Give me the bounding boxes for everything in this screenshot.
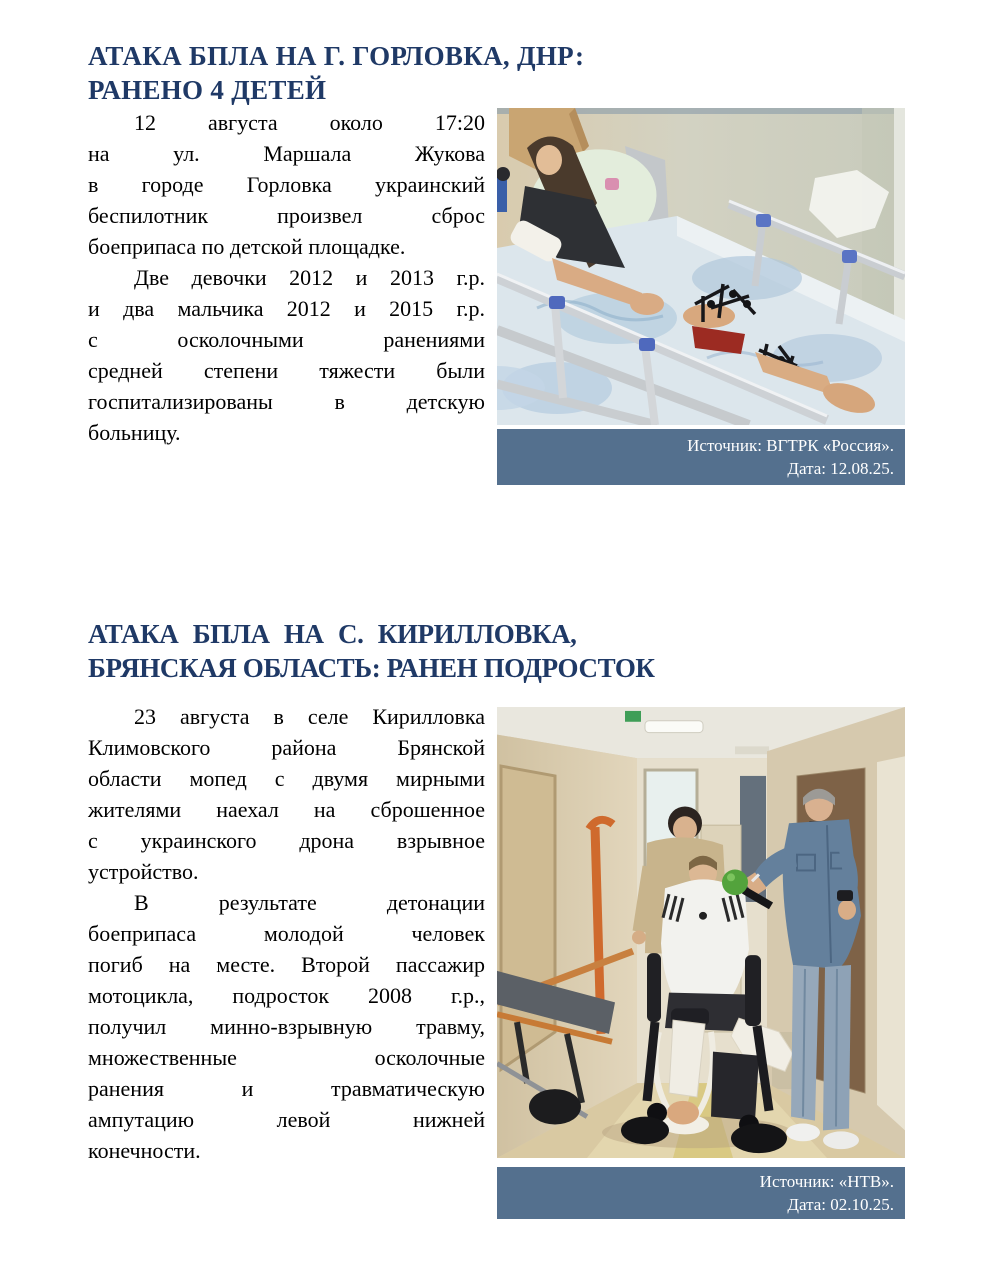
section-2-title bbox=[88, 617, 655, 685]
text-line: мотоцикла, подросток 2008 г.р., bbox=[88, 983, 485, 1008]
title-line: РАНЕНО 4 ДЕТЕЙ bbox=[88, 75, 327, 106]
text-line: с украинского дрона взрывное bbox=[88, 828, 485, 853]
title-line: АТАКА БПЛА НА С. КИРИЛЛОВКА, bbox=[88, 619, 577, 650]
caption-source-line: Источник: «НТВ». bbox=[759, 1172, 894, 1191]
title-line: АТАКА БПЛА НА Г. ГОРЛОВКА, ДНР: bbox=[88, 41, 585, 72]
caption-date-line: Дата: 02.10.25. bbox=[787, 1195, 894, 1214]
text-line: с осколочными ранениями bbox=[88, 327, 485, 352]
text-line: устройство. bbox=[88, 859, 199, 884]
caption-source-line: Источник: ВГТРК «Россия». bbox=[687, 436, 894, 455]
corridor-interview-illustration bbox=[497, 707, 905, 1158]
paragraph-2 bbox=[88, 887, 485, 1166]
text-line: средней степени тяжести были bbox=[88, 358, 485, 383]
text-line: жителями наехал на сброшенное bbox=[88, 797, 485, 822]
text-line: госпитализированы в детскую bbox=[88, 389, 485, 414]
text-line: 12 августа около 17:20 bbox=[134, 110, 485, 135]
hospital-bed-illustration bbox=[497, 108, 905, 425]
text-line: больницу. bbox=[88, 420, 181, 445]
text-line: беспилотник произвел сброс bbox=[88, 203, 485, 228]
text-line: конечности. bbox=[88, 1138, 201, 1163]
paragraph-1 bbox=[88, 701, 485, 887]
text-line: В результате детонации bbox=[134, 890, 485, 915]
paragraph-1 bbox=[88, 107, 485, 262]
section-1-body bbox=[88, 107, 485, 448]
photo-source-caption bbox=[497, 1167, 905, 1219]
text-line: в городе Горловка украинский bbox=[88, 172, 485, 197]
text-line: боеприпаса по детской площадке. bbox=[88, 234, 406, 259]
text-line: ампутацию левой нижней bbox=[88, 1107, 485, 1132]
section-1-title bbox=[88, 39, 584, 107]
section-2-body bbox=[88, 701, 485, 1166]
photo-source-caption bbox=[497, 429, 905, 485]
text-line: ранения и травматическую bbox=[88, 1076, 485, 1101]
text-line: 23 августа в селе Кирилловка bbox=[134, 704, 485, 729]
paragraph-2 bbox=[88, 262, 485, 448]
section-1-figure bbox=[497, 108, 905, 485]
section-2-figure bbox=[497, 707, 905, 1219]
text-line: Климовского района Брянской bbox=[88, 735, 485, 760]
text-line: и два мальчика 2012 и 2015 г.р. bbox=[88, 296, 485, 321]
text-line: на ул. Маршала Жукова bbox=[88, 141, 485, 166]
title-line: БРЯНСКАЯ ОБЛАСТЬ: РАНЕН ПОДРОСТОК bbox=[88, 653, 655, 684]
text-line: боеприпаса молодой человек bbox=[88, 921, 485, 946]
photo-hospital-bed-girl bbox=[497, 108, 905, 425]
text-line: получил минно-взрывную травму, bbox=[88, 1014, 485, 1039]
text-line: погиб на месте. Второй пассажир bbox=[88, 952, 485, 977]
text-line: области мопед с двумя мирными bbox=[88, 766, 485, 791]
text-line: Две девочки 2012 и 2013 г.р. bbox=[134, 265, 485, 290]
text-line: множественные осколочные bbox=[88, 1045, 485, 1070]
photo-corridor-wheelchair-interview bbox=[497, 707, 905, 1158]
caption-date-line: Дата: 12.08.25. bbox=[787, 459, 894, 478]
